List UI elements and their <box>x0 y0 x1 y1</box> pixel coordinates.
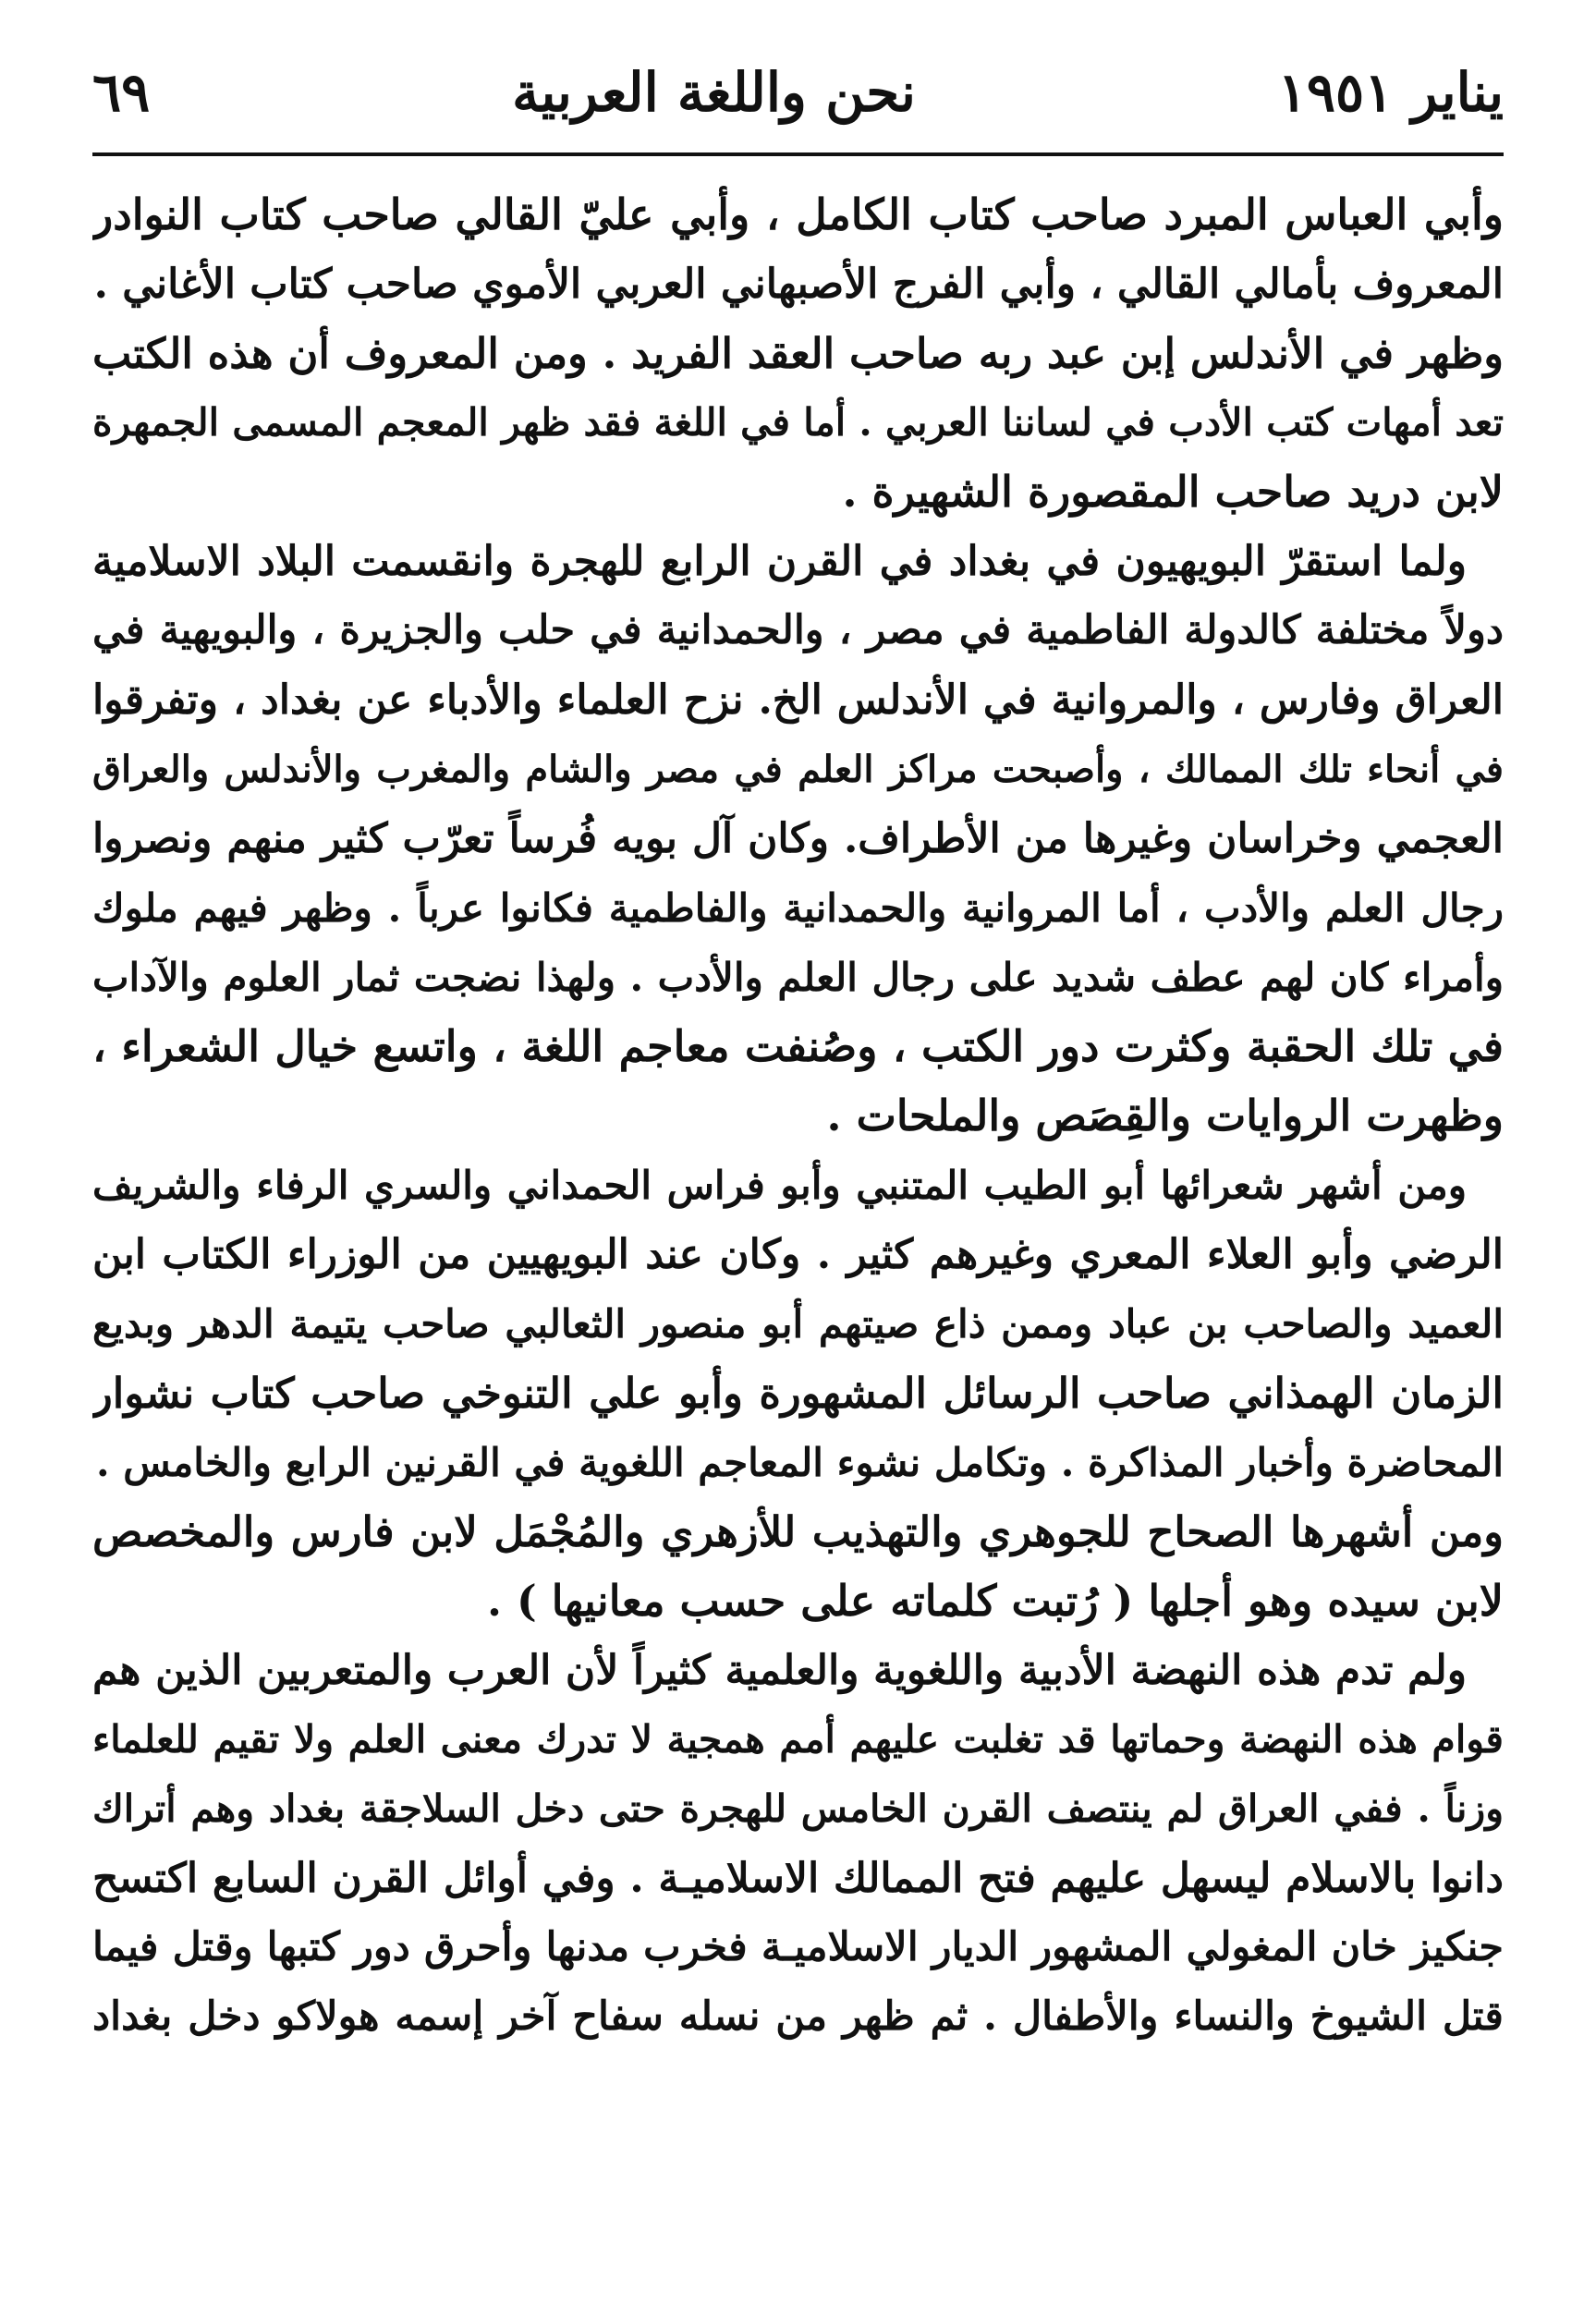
text-line: جنكيز خان المغولي المشهور الديار الاسلاميـة فخرب مدنها وأحرق دور كتبها وقتل فيما <box>92 1924 1504 1970</box>
text-line: ولم تدم هذه النهضة الأدبية واللغوية والعلمية كثيراً لأن العرب والمتعربين الذين هم <box>92 1647 1467 1694</box>
text-line: لابن سيده وهو أجلها ( رُتبت كلماته على حسب معانيها ) . <box>486 1576 1504 1626</box>
text-line: العراق وفارس ، والمروانية في الأندلس الخ. نزح العلماء والأدباء عن بغداد ، وتفرقوا <box>92 677 1504 724</box>
running-header <box>92 51 1504 134</box>
issue-date: يناير ١٩٥١ <box>1277 61 1504 124</box>
text-line: دولاً مختلفة كالدولة الفاطمية في مصر ، والحمدانية في حلب والجزيرة ، والبويهية في <box>92 607 1504 653</box>
text-line: المحاضرة وأخبار المذاكرة . وتكامل نشوء المعاجم اللغوية في القرنين الرابع والخامس . <box>96 1440 1504 1485</box>
text-line: لابن دريد صاحب المقصورة الشهيرة . <box>842 467 1504 517</box>
text-line: العجمي وخراسان وغيرها من الأطراف. وكان آل بويه فُرساً تعرّب كثير منهم ونصروا <box>92 815 1504 862</box>
text-line: الرضي وأبو العلاء المعري وغيرهم كثير . وكان عند البويهيين من الوزراء الكتاب ابن <box>92 1231 1504 1278</box>
text-line: قتل الشيوخ والنساء والأطفال . ثم ظهر من نسله سفاح آخر إسمه هولاكو دخل بغداد <box>92 1993 1504 2040</box>
text-line: في أنحاء تلك الممالك ، وأصبحت مراكز العلم في مصر والشام والمغرب والأندلس والعراق <box>92 748 1504 791</box>
page-number: ٦٩ <box>92 61 151 124</box>
text-line: دانوا بالاسلام ليسهل عليهم فتح الممالك الاسلاميـة . وفي أوائل القرن السابع اكتسح <box>92 1855 1504 1902</box>
text-line: وزناً . ففي العراق لم ينتصف القرن الخامس للهجرة حتى دخل السلاجقة بغداد وهم أتراك <box>92 1786 1504 1831</box>
article-title: نحن واللغة العربية <box>512 61 916 124</box>
text-line: رجال العلم والأدب ، أما المروانية والحمدانية والفاطمية فكانوا عرباً . وظهر فيهم ملوك <box>92 885 1504 931</box>
text-line: تعد أمهات كتب الأدب في لساننا العربي . أما في اللغة فقد ظهر المعجم المسمى الجمهرة <box>92 400 1504 445</box>
header-rule <box>92 152 1504 156</box>
text-line: وظهرت الروايات والقِصَص والملحات . <box>826 1091 1504 1140</box>
text-line: وظهر في الأندلس إبن عبد ربه صاحب العقد الفريد . ومن المعروف أن هذه الكتب <box>92 329 1504 378</box>
text-line: الزمان الهمذاني صاحب الرسائل المشهورة وأبو علي التنوخي صاحب كتاب نشوار <box>92 1369 1504 1418</box>
text-line: المعروف بأمالي القالي ، وأبي الفرج الأصبهاني العربي الأموي صاحب كتاب الأغاني . <box>93 261 1504 308</box>
text-line: في تلك الحقبة وكثرت دور الكتب ، وصُنفت معاجم اللغة ، واتسع خيال الشعراء ، <box>92 1021 1504 1071</box>
text-line: وأمراء كان لهم عطف شديد على رجال العلم والأدب . ولهذا نضجت ثمار العلوم والآداب <box>92 955 1504 1000</box>
text-line: ولما استقرّ البويهيون في بغداد في القرن الرابع للهجرة وانقسمت البلاد الاسلامية <box>92 538 1467 585</box>
text-line: وأبي العباس المبرد صاحب كتاب الكامل ، وأبي عليّ القالي صاحب كتاب النوادر <box>92 189 1504 239</box>
text-line: ومن أشهرها الصحاح للجوهري والتهذيب للأزهري والمُجْمَل لابن فارس والمخصص <box>92 1507 1504 1556</box>
text-line: قوام هذه النهضة وحماتها قد تغلبت عليهم أمم همجية لا تدرك معنى العلم ولا تقيم للعلماء <box>92 1717 1504 1762</box>
article-body <box>92 180 1504 2052</box>
text-line: العميد والصاحب بن عباد وممن ذاع صيتهم أبو منصور الثعالبي صاحب يتيمة الدهر وبديع <box>92 1301 1504 1347</box>
text-line: ومن أشهر شعرائها أبو الطيب المتنبي وأبو فراس الحمداني والسري الرفاء والشريف <box>92 1163 1467 1208</box>
